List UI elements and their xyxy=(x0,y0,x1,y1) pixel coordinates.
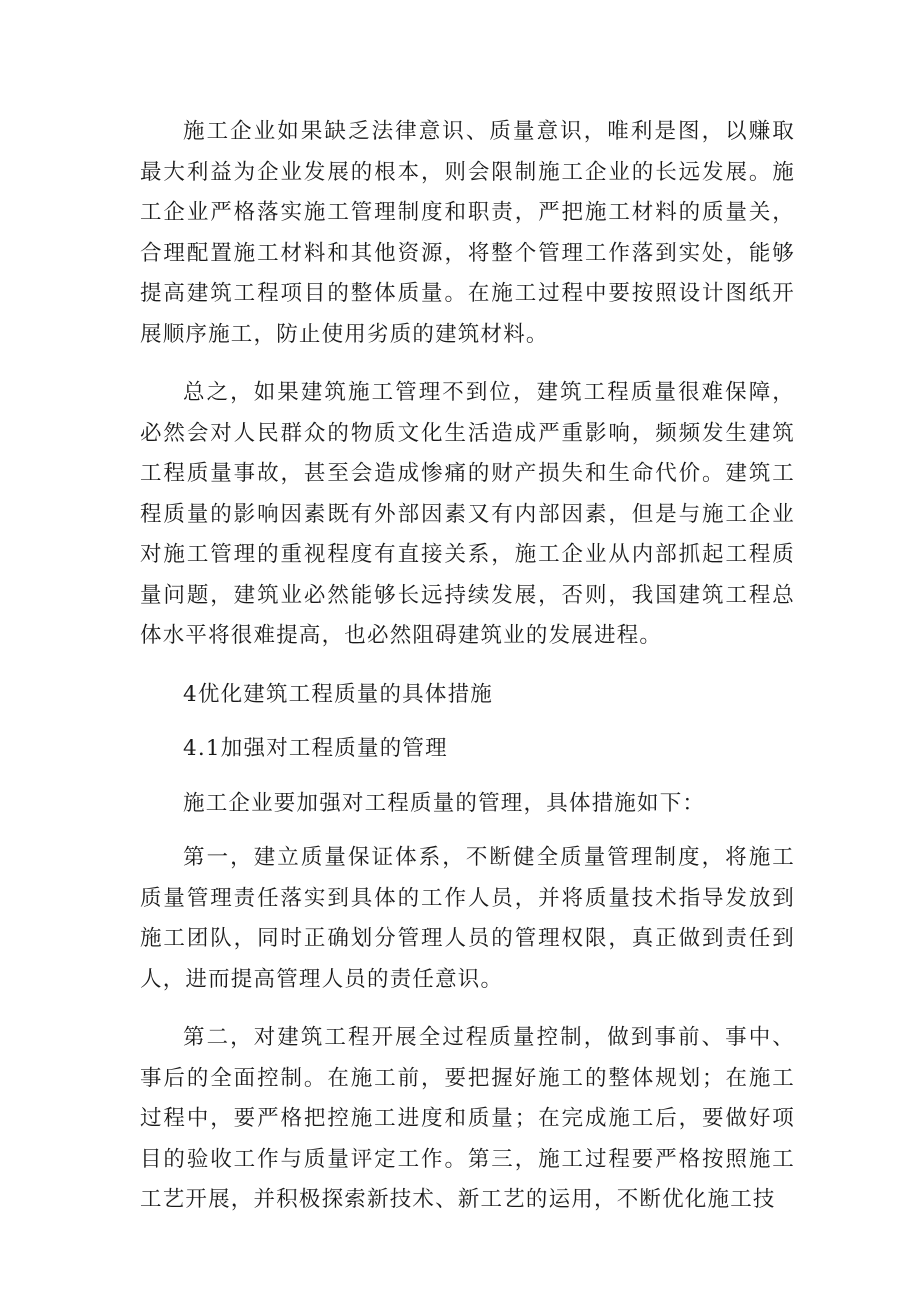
document-body xyxy=(140,112,795,1221)
paragraph-construction-enterprise: 施工企业如果缺乏法律意识、质量意识，唯利是图，以赚取最大利益为企业发展的根本，则会限制施工企业的长远发展。施工企业严格落实施工管理制度和职责，严把施工材料的质量关，合理配置施工材料和其他资源，将整个管理工作落到实处，能够提高建筑工程项目的整体质量。在施工过程中要按照设计图纸开展顺序施工，防止使用劣质的建筑材料。 xyxy=(140,119,795,347)
subsection-heading-4-1: 4.1加强对工程质量的管理 xyxy=(183,736,448,761)
paragraph-measure-second: 第二，对建筑工程开展全过程质量控制，做到事前、事中、事后的全面控制。在施工前，要把握好施工的整体规划；在施工过程中，要严格把控施工进度和质量；在完成施工后，要做好项目的验收工作与质量评定工作。第三，施工过程要严格按照施工工艺开展，并积极探索新技术、新工艺的运用，不断优化施工技 xyxy=(140,1025,795,1212)
paragraph-measure-first: 第一，建立质量保证体系，不断健全质量管理制度，将施工质量管理责任落实到具体的工作人员，并将质量技术指导发放到施工团队，同时正确划分管理人员的管理权限，真正做到责任到人，进而提高管理人员的责任意识。 xyxy=(140,845,795,992)
paragraph-summary: 总之，如果建筑施工管理不到位，建筑工程质量很难保障，必然会对人民群众的物质文化生活造成严重影响，频频发生建筑工程质量事故，甚至会造成惨痛的财产损失和生命代价。建筑工程质量的影响因素既有外部因素又有内部因素，但是与施工企业对施工管理的重视程度有直接关系，施工企业从内部抓起工程质量问题，建筑业必然能够长远持续发展，否则，我国建筑工程总体水平将很难提高，也必然阻碍建筑业的发展进程。 xyxy=(140,380,795,648)
paragraph-measures-intro: 施工企业要加强对工程质量的管理，具体措施如下： xyxy=(183,790,706,816)
section-heading-4: 4优化建筑工程质量的具体措施 xyxy=(183,681,493,707)
